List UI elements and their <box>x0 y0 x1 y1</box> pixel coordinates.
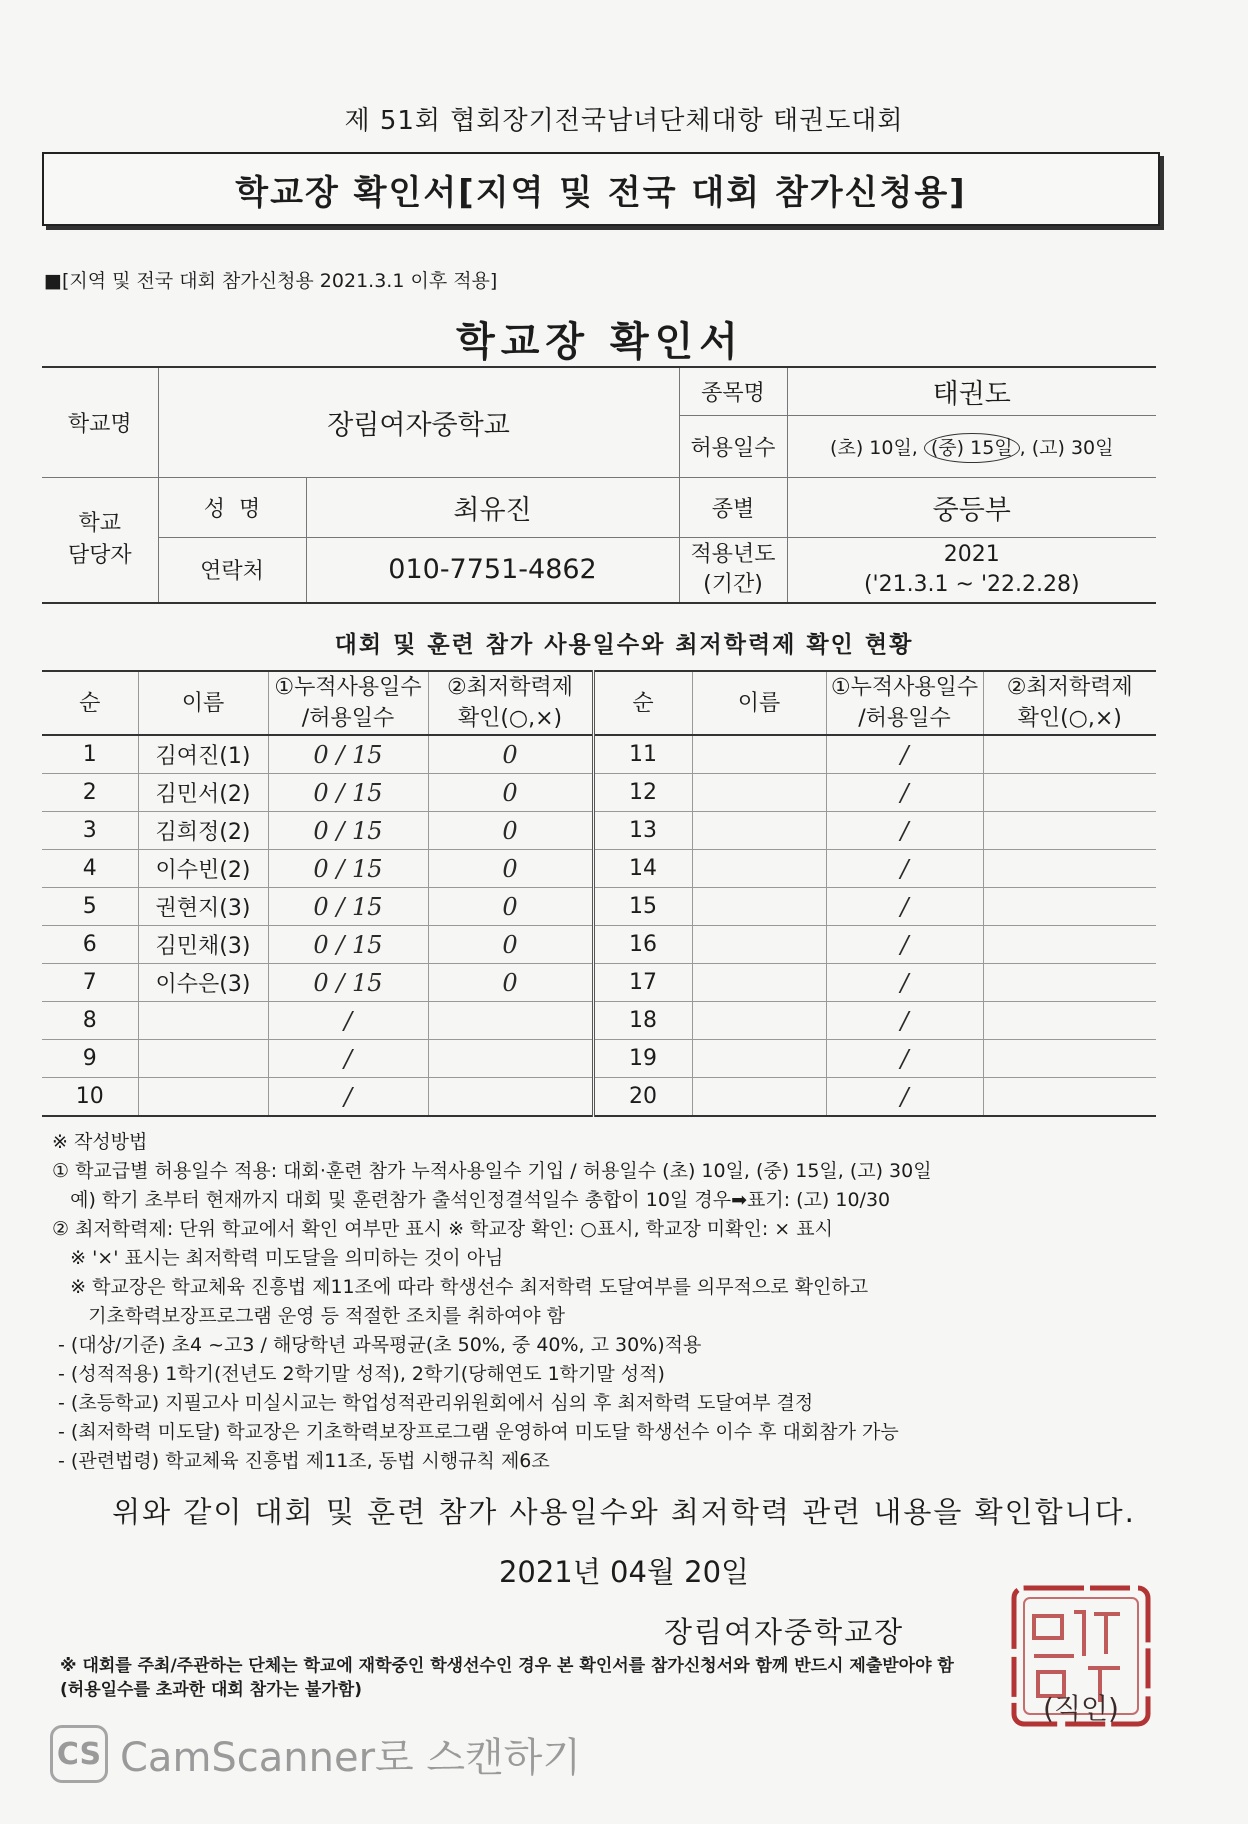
row-name: 김민서(2) <box>138 774 268 812</box>
sport-value: 태권도 <box>787 367 1156 415</box>
row-no-right: 16 <box>593 926 692 964</box>
row-no-right: 17 <box>593 964 692 1002</box>
header-name: 이름 <box>138 671 268 735</box>
roster-row <box>42 1040 1156 1078</box>
seal-mark: (직인) <box>1043 1692 1119 1725</box>
instruction-line: ※ '×' 표시는 최저학력 미도달을 의미하는 것이 아님 <box>52 1247 504 1269</box>
row-check: 0 <box>428 926 593 964</box>
row-no-right: 15 <box>593 888 692 926</box>
row-days-right: / <box>826 812 983 850</box>
row-name <box>138 1040 268 1078</box>
row-no: 9 <box>42 1040 138 1078</box>
row-check-right <box>983 926 1156 964</box>
row-no: 5 <box>42 888 138 926</box>
row-name: 김여진(1) <box>138 735 268 774</box>
row-name <box>138 1002 268 1040</box>
row-check-right <box>983 774 1156 812</box>
roster-row <box>42 850 1156 888</box>
row-check-right <box>983 812 1156 850</box>
roster-row <box>42 888 1156 926</box>
row-name: 이수은(3) <box>138 964 268 1002</box>
row-no: 4 <box>42 850 138 888</box>
row-no: 8 <box>42 1002 138 1040</box>
row-days-right: / <box>826 964 983 1002</box>
watermark-text: CamScanner로 스캔하기 <box>120 1734 581 1781</box>
row-name-right <box>692 888 826 926</box>
row-check <box>428 1078 593 1117</box>
roster-row <box>42 774 1156 812</box>
header-days: ①누적사용일수 /허용일수 <box>268 671 428 735</box>
sport-label: 종목명 <box>679 367 787 415</box>
division-label: 종별 <box>679 477 787 537</box>
row-no-right: 11 <box>593 735 692 774</box>
footnote <box>60 1654 1170 1702</box>
row-name-right <box>692 850 826 888</box>
row-days: 0 / 15 <box>268 888 428 926</box>
apply-year-label: 적용년도 (기간) <box>679 537 787 603</box>
apply-year-value <box>787 537 1156 603</box>
instruction-line: - (대상/기준) 초4 ~고3 / 해당학년 과목평균(초 50%, 중 40%, 고 30%)적용 <box>52 1334 702 1356</box>
instruction-line: - (성적적용) 1학기(전년도 2학기말 성적), 2학기(당해연도 1학기말 성적) <box>52 1363 665 1385</box>
box-title: 학교장 확인서[지역 및 전국 대회 참가신청용] <box>235 172 967 213</box>
allowed-days-value <box>787 415 1156 477</box>
instructions <box>52 1128 1172 1476</box>
apply-period: ('21.3.1 ~ '22.2.28) <box>863 571 1080 597</box>
sign-date: 2021년 04월 20일 <box>498 1555 750 1589</box>
row-days: / <box>268 1078 428 1117</box>
row-check-right <box>983 1040 1156 1078</box>
instruction-line: 기초학력보장프로그램 운영 등 적절한 조치를 취하여야 함 <box>52 1305 565 1327</box>
row-no-right: 19 <box>593 1040 692 1078</box>
contact-person-label: 학교 담당자 <box>42 477 158 603</box>
row-check-right <box>983 964 1156 1002</box>
instruction-line: ② 최저학력제: 단위 학교에서 확인 여부만 표시 ※ 학교장 확인: ○표시, 학교장 미확인: × 표시 <box>52 1218 833 1240</box>
row-no-right: 18 <box>593 1002 692 1040</box>
instruction-line: ① 학교급별 허용일수 적용: 대회·훈련 참가 누적사용일수 기입 / 허용일수 (초) 10일, (중) 15일, (고) 30일 <box>52 1160 932 1182</box>
contact-name-value: 최유진 <box>306 477 679 537</box>
row-days: / <box>268 1002 428 1040</box>
row-check: 0 <box>428 735 593 774</box>
header-no-right: 순 <box>593 671 692 735</box>
row-days-right: / <box>826 1040 983 1078</box>
footnote-line-2: (허용일수를 초과한 대회 참가는 불가함) <box>60 1680 362 1700</box>
form-title-box <box>42 152 1160 226</box>
row-days-right: / <box>826 774 983 812</box>
allowed-elem: (초) 10일, <box>830 436 918 459</box>
row-days-right: / <box>826 1078 983 1117</box>
row-days-right: / <box>826 888 983 926</box>
row-name-right <box>692 735 826 774</box>
event-title: 제 51회 협회장기전국남녀단체대항 태권도대회 <box>344 106 904 136</box>
row-name <box>138 1078 268 1117</box>
row-days-right: / <box>826 850 983 888</box>
form-title: 학교장 확인서 <box>456 319 744 365</box>
row-no: 7 <box>42 964 138 1002</box>
roster-row <box>42 964 1156 1002</box>
school-name-value: 장림여자중학교 <box>158 367 679 477</box>
status-heading: 대회 및 훈련 참가 사용일수와 최저학력제 확인 현황 <box>334 632 914 658</box>
row-name-right <box>692 1002 826 1040</box>
row-check: 0 <box>428 850 593 888</box>
row-days: 0 / 15 <box>268 964 428 1002</box>
row-days: 0 / 15 <box>268 850 428 888</box>
row-check-right <box>983 735 1156 774</box>
header-no: 순 <box>42 671 138 735</box>
row-name: 이수빈(2) <box>138 850 268 888</box>
roster-body <box>42 671 1156 1116</box>
footnote-line-1: ※ 대회를 주최/주관하는 단체는 학교에 재학중인 학생선수인 경우 본 확인서를 참가신청서와 함께 반드시 제출받아야 함 <box>60 1656 954 1676</box>
row-no-right: 14 <box>593 850 692 888</box>
row-check-right <box>983 850 1156 888</box>
row-name: 김민채(3) <box>138 926 268 964</box>
row-name-right <box>692 774 826 812</box>
roster-row <box>42 1078 1156 1117</box>
row-days: 0 / 15 <box>268 774 428 812</box>
row-days-right: / <box>826 735 983 774</box>
row-no: 6 <box>42 926 138 964</box>
confirm-sentence: 위와 같이 대회 및 훈련 참가 사용일수와 최저학력 관련 내용을 확인합니다. <box>112 1495 1136 1529</box>
row-check: 0 <box>428 774 593 812</box>
instruction-line: ※ 학교장은 학교체육 진흥법 제11조에 따라 학생선수 최저학력 도달여부를 의무적으로 확인하고 <box>52 1276 869 1298</box>
row-days: 0 / 15 <box>268 812 428 850</box>
roster-row <box>42 1002 1156 1040</box>
camscanner-icon: CS <box>50 1725 108 1783</box>
row-name-right <box>692 1078 826 1117</box>
apply-year: 2021 <box>943 541 1000 567</box>
row-name-right <box>692 926 826 964</box>
row-check: 0 <box>428 964 593 1002</box>
instruction-line: 예) 학기 초부터 현재까지 대회 및 훈련참가 출석인정결석일수 총합이 10일 경우➡표기: (고) 10/30 <box>52 1189 891 1211</box>
contact-phone-value: 010-7751-4862 <box>306 537 679 603</box>
row-days: 0 / 15 <box>268 735 428 774</box>
row-check-right <box>983 888 1156 926</box>
row-check: 0 <box>428 888 593 926</box>
roster-row <box>42 735 1156 774</box>
division-value: 중등부 <box>787 477 1156 537</box>
row-no: 1 <box>42 735 138 774</box>
allowed-high: , (고) 30일 <box>1019 436 1114 459</box>
row-no-right: 13 <box>593 812 692 850</box>
contact-name-label: 성 명 <box>158 477 306 537</box>
header-name-right: 이름 <box>692 671 826 735</box>
row-check-right <box>983 1078 1156 1117</box>
row-no-right: 20 <box>593 1078 692 1117</box>
instruction-line: - (관련법령) 학교체육 진흥법 제11조, 동법 시행규칙 제6조 <box>52 1450 550 1472</box>
principal-name: 장림여자중학교장 <box>664 1615 905 1649</box>
roster-row <box>42 812 1156 850</box>
row-name-right <box>692 1040 826 1078</box>
row-name: 김희정(2) <box>138 812 268 850</box>
row-name-right <box>692 812 826 850</box>
camscanner-watermark <box>50 1725 581 1783</box>
instruction-line: - (최저학력 미도달) 학교장은 기초학력보장프로그램 운영하여 미도달 학생선수 이수 후 대회참가 가능 <box>52 1421 899 1443</box>
row-days: 0 / 15 <box>268 926 428 964</box>
row-days-right: / <box>826 1002 983 1040</box>
school-info-table <box>42 366 1156 604</box>
allowed-days-label: 허용일수 <box>679 415 787 477</box>
row-check: 0 <box>428 812 593 850</box>
row-no: 3 <box>42 812 138 850</box>
row-no: 2 <box>42 774 138 812</box>
contact-phone-label: 연락처 <box>158 537 306 603</box>
row-check-right <box>983 1002 1156 1040</box>
roster-row <box>42 926 1156 964</box>
header-check: ②최저학력제 확인(○,×) <box>428 671 593 735</box>
row-no-right: 12 <box>593 774 692 812</box>
instruction-line: ※ 작성방법 <box>52 1131 148 1153</box>
row-check <box>428 1040 593 1078</box>
row-days: / <box>268 1040 428 1078</box>
allowed-middle-circled: (중) 15일 <box>924 433 1020 463</box>
row-name: 권현지(3) <box>138 888 268 926</box>
row-no: 10 <box>42 1078 138 1117</box>
roster-table <box>42 670 1156 1117</box>
row-days-right: / <box>826 926 983 964</box>
header-days-right: ①누적사용일수 /허용일수 <box>826 671 983 735</box>
apply-note: ■[지역 및 전국 대회 참가신청용 2021.3.1 이후 적용] <box>44 270 498 292</box>
row-check <box>428 1002 593 1040</box>
header-check-right: ②최저학력제 확인(○,×) <box>983 671 1156 735</box>
row-name-right <box>692 964 826 1002</box>
school-name-label: 학교명 <box>42 367 158 477</box>
instruction-line: - (초등학교) 지필고사 미실시교는 학업성적관리위원회에서 심의 후 최저학력 도달여부 결정 <box>52 1392 814 1414</box>
